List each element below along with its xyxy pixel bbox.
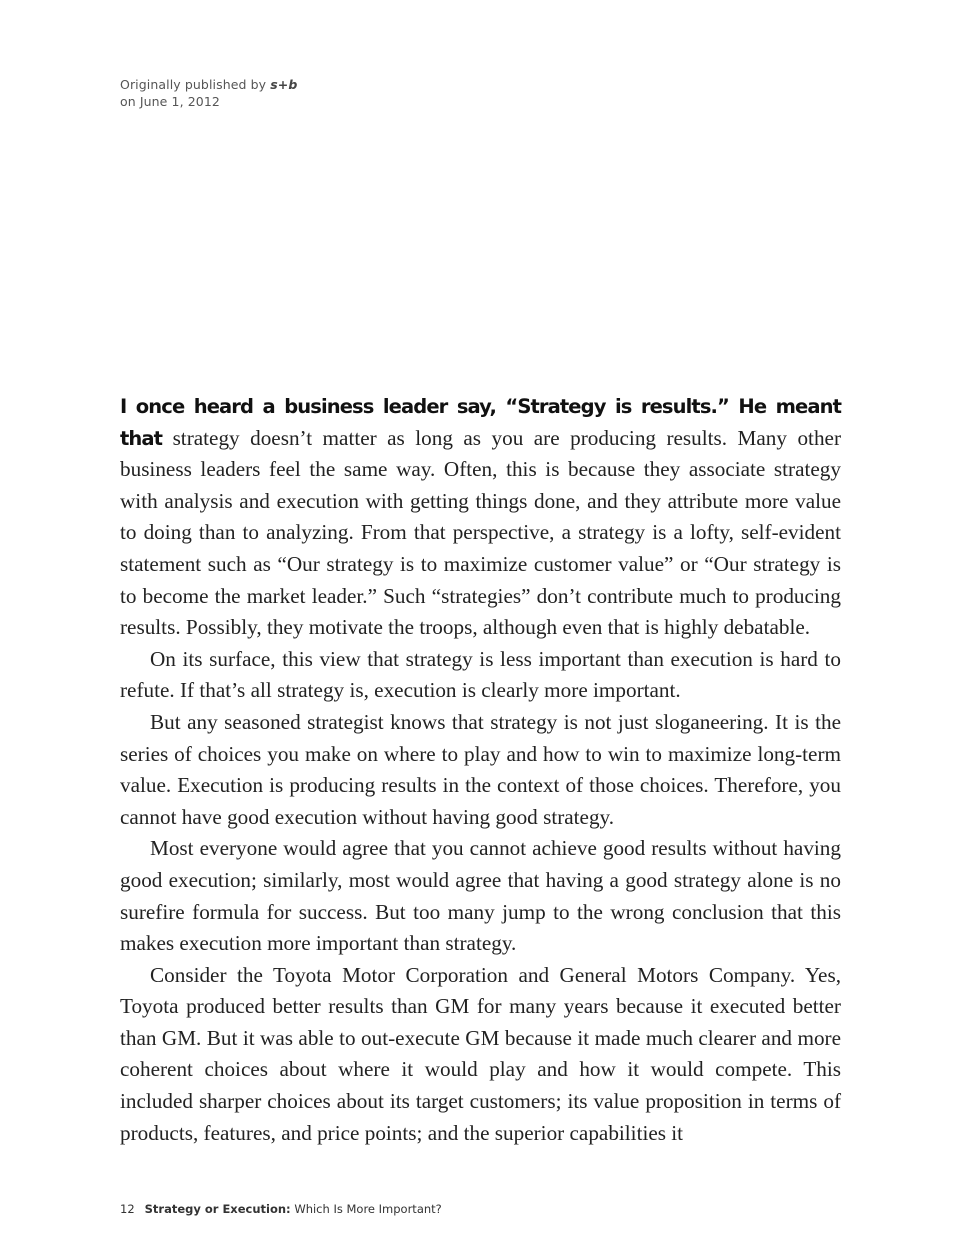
publication-note — [120, 76, 297, 110]
lead-in-sentence: I once heard a business leader say, “Strategy is results.” He meant that — [120, 395, 841, 450]
page-number: 12 — [120, 1202, 135, 1216]
paragraph-1-text: strategy doesn’t matter as long as you are producing results. Many other business leaders feel the same way. Often, this is because they associate strategy with analysis and execution with getting things done, and they attribute more value to doing than to analyzing. From that perspective, a strategy is a lofty, self-evident statement such as “Our strategy is to maximize customer value” or “Our strategy is to become the market leader.” Such “strategies” don’t contribute much to producing results. Possibly, they motivate the troops, although even that is highly debatable. — [120, 425, 841, 640]
article-paragraph-3: But any seasoned strategist knows that strategy is not just sloganeering. It is the series of choices you make on where to play and how to win to maximize long-term value. Execution is producing results in the context of those choices. Therefore, you cannot have good execution without having good strategy. — [120, 709, 841, 829]
published-prefix: Originally published by — [120, 77, 271, 92]
article-paragraph-1 — [120, 391, 841, 644]
publication-date: on June 1, 2012 — [120, 94, 220, 109]
page-footer — [120, 1202, 442, 1216]
article-body — [120, 391, 841, 1149]
footer-title-rest: Which Is More Important? — [290, 1202, 442, 1216]
article-paragraph-2: On its surface, this view that strategy is less important than execution is hard to refute. If that’s all strategy is, execution is clearly more important. — [120, 646, 841, 703]
publisher-name: s+b — [270, 77, 298, 92]
article-paragraph-5: Consider the Toyota Motor Corporation and General Motors Company. Yes, Toyota produced better results than GM for many years because it executed better than GM. But it was able to out-execute GM because it made much clearer and more coherent choices about where it would play and how it would compete. This included sharper choices about its target customers; its value proposition in terms of products, features, and price points; and the superior capabilities it — [120, 962, 841, 1145]
footer-title-bold: Strategy or Execution: — [144, 1202, 291, 1216]
article-paragraph-4: Most everyone would agree that you cannot achieve good results without having good execution; similarly, most would agree that having a good strategy alone is no surefire formula for success. But too many jump to the wrong conclusion that this makes execution more important than strategy. — [120, 836, 841, 956]
published-by-line — [120, 76, 297, 93]
